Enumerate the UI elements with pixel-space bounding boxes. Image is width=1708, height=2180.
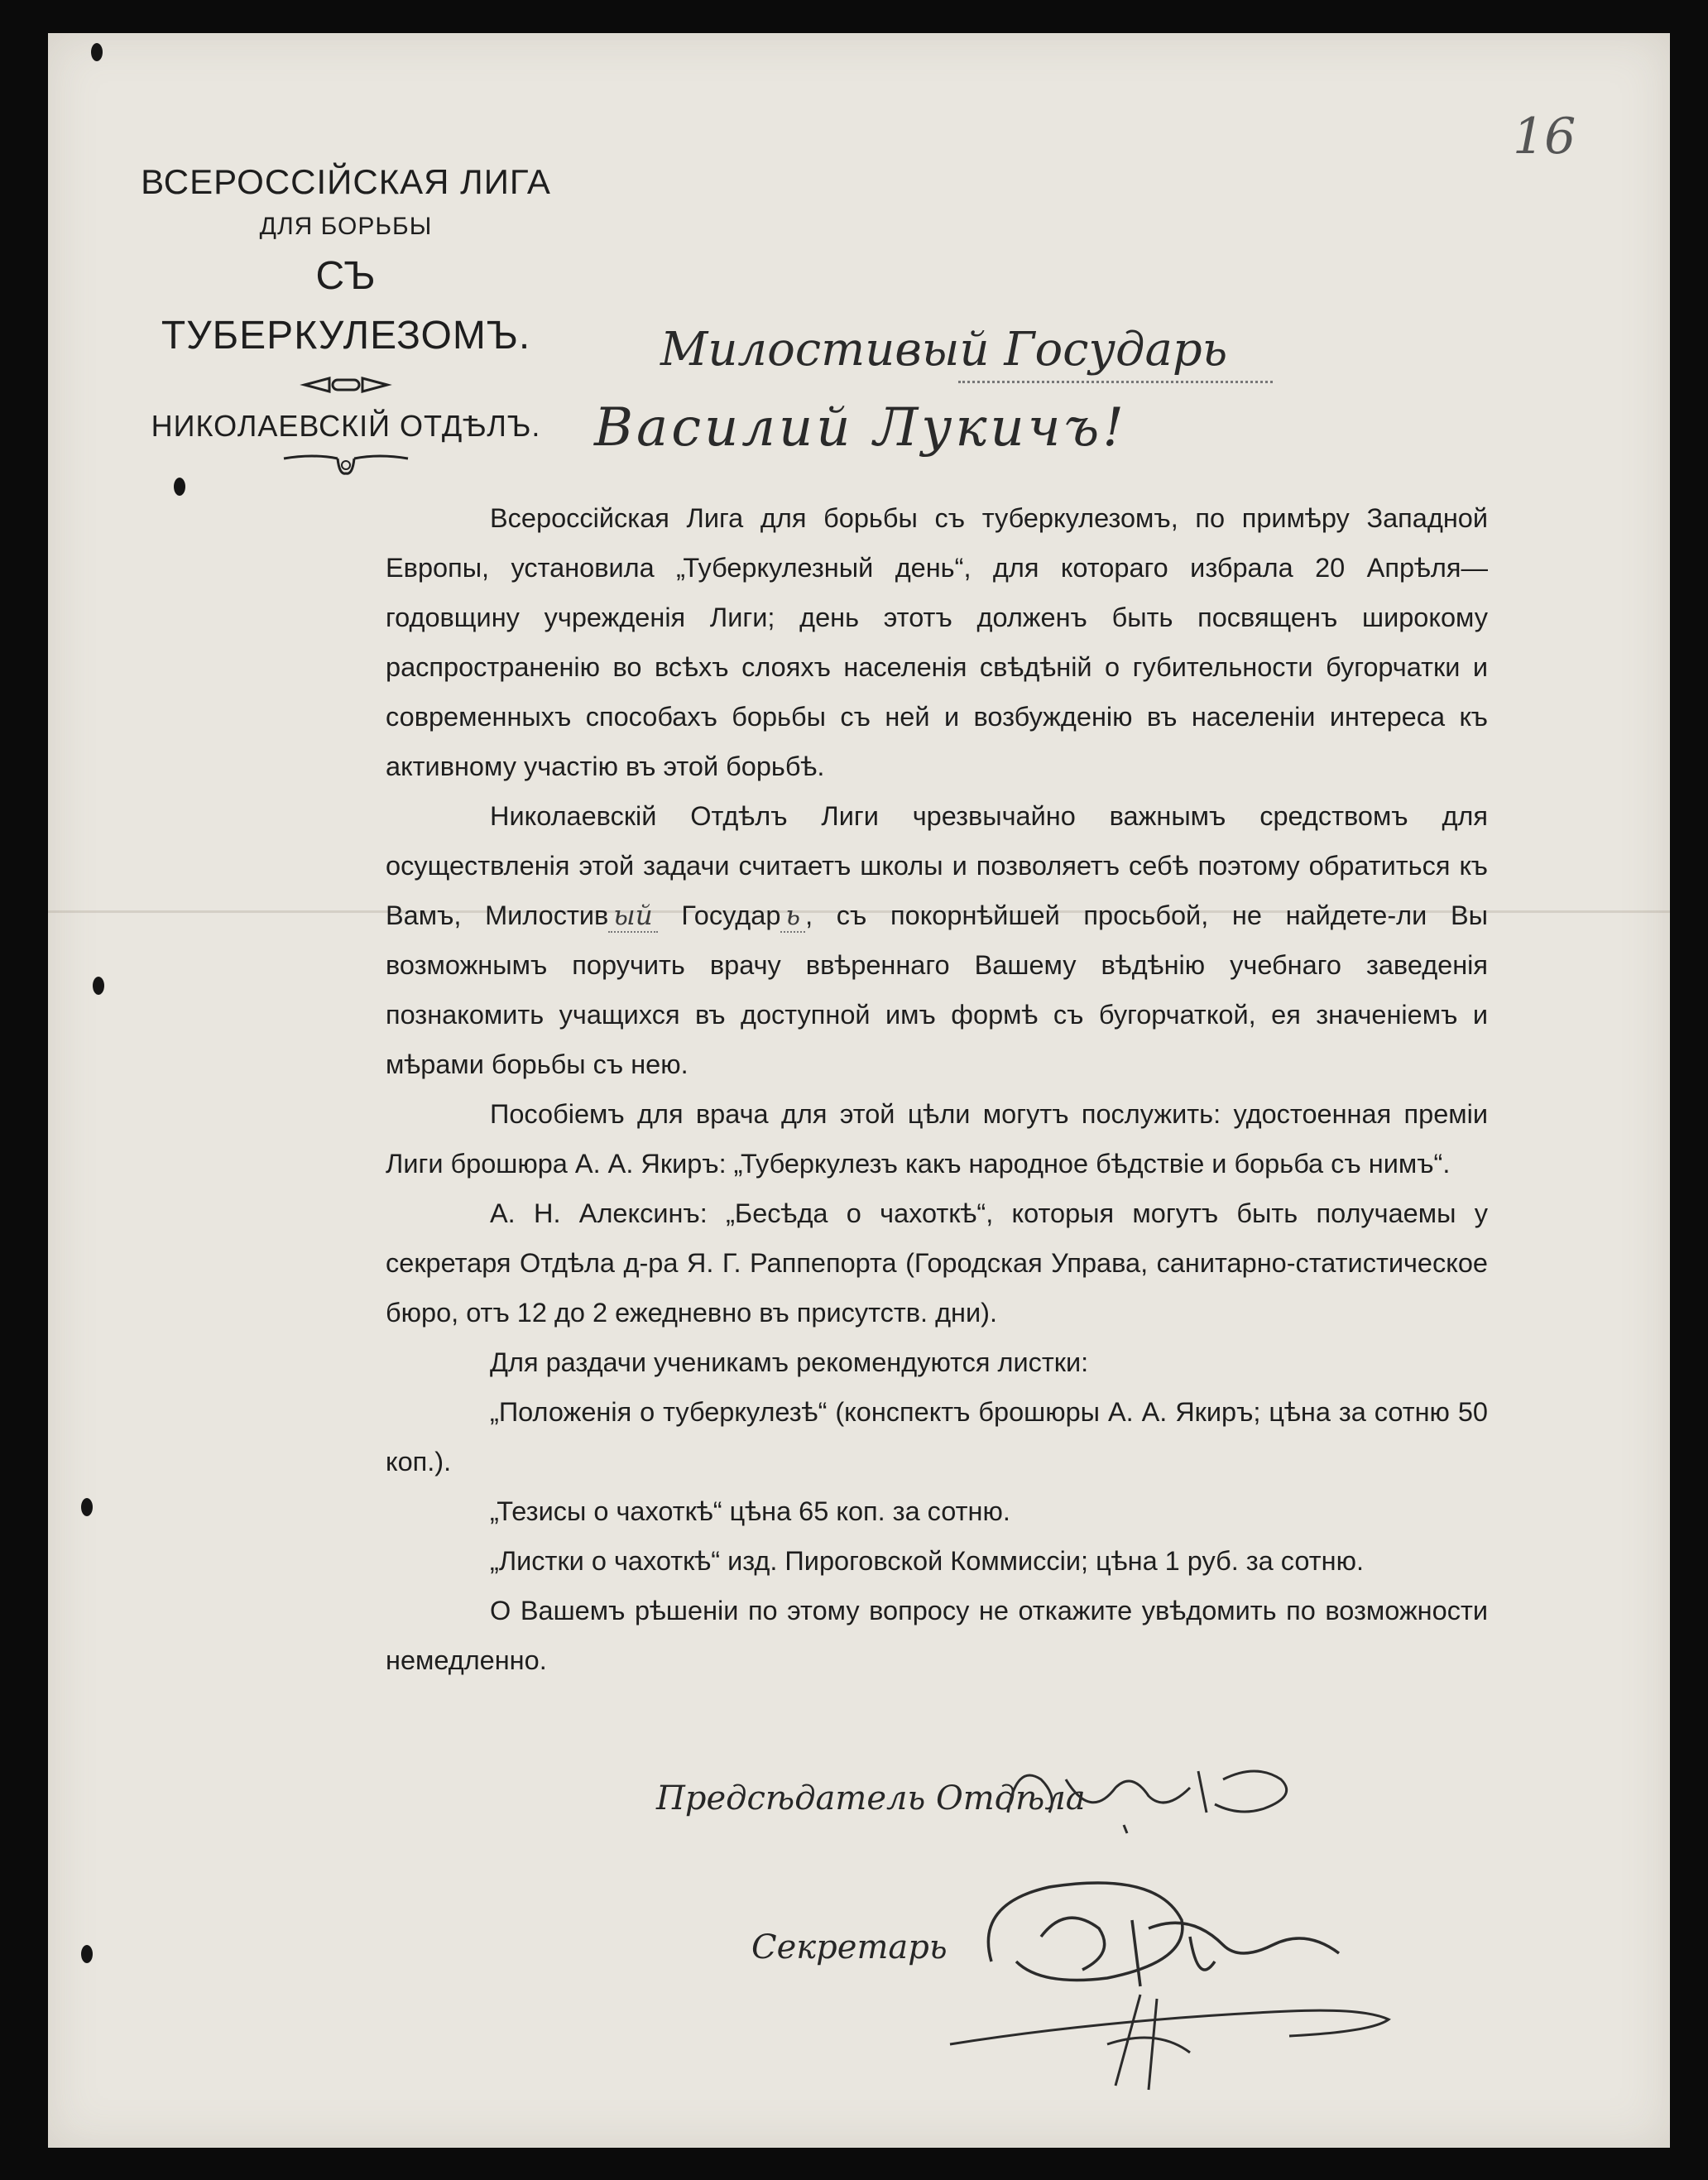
salutation-line-1: Милостивый Государь xyxy=(660,323,1228,377)
paragraph-2 xyxy=(386,791,1488,1089)
letter-sheet xyxy=(48,33,1670,2148)
ornament-flourish-icon xyxy=(280,449,412,482)
handwritten-fill-2: ь xyxy=(780,900,805,933)
salutation-dotted-line xyxy=(958,381,1273,383)
handwritten-fill-1: ый xyxy=(608,900,657,933)
letterhead-for: ДЛЯ БОРЬБЫ xyxy=(259,213,433,240)
letterhead-organization: ВСЕРОССІЙСКАЯ ЛИГА xyxy=(141,162,551,201)
paragraph-5: Для раздачи ученикамъ рекомендуются листки: xyxy=(490,1347,1089,1377)
letterhead xyxy=(139,157,553,486)
punch-mark xyxy=(91,43,103,61)
secretary-signature xyxy=(942,1854,1405,2102)
chairman-label: Предсѣдатель Отдѣла xyxy=(656,1779,1086,1817)
ornament-divider-icon xyxy=(296,366,396,404)
salutation-line-2: Василий Лукичъ! xyxy=(594,397,1127,459)
paragraph-3: Пособіемъ для врача для этой цѣли могутъ послужить: удостоенная преміи Лиги брошюра А. А. Якиръ: „Туберкулезъ какъ народное бѣдствіе и борьба съ нимъ“. xyxy=(386,1099,1488,1179)
paragraph-9: О Вашемъ рѣшеніи по этому вопросу не откажите увѣдомить по возможности немедленно. xyxy=(386,1596,1488,1675)
paragraph-7: „Тезисы о чахоткѣ“ цѣна 65 коп. за сотню. xyxy=(490,1496,1010,1526)
paragraph-2-part-1: Николаевскій Отдѣлъ Лиги чрезвычайно важнымъ средствомъ для осуществленія этой задачи считаетъ школы и позволяетъ себѣ поэтому обратиться къ Вамъ, Милостив xyxy=(386,801,1488,930)
letterhead-department: НИКОЛАЕВСКІЙ ОТДѢЛЪ. xyxy=(151,409,541,443)
paragraph-2-part-3: , съ покорнѣйшей просьбой, не найдете-ли Вы возможнымъ поручить врачу ввѣреннаго Вашему вѣдѣнію учебнаго заведенія познакомить учащихся въ доступной имъ формѣ съ бугорчаткой, ея значеніемъ и мѣрами борьбы съ нею. xyxy=(386,900,1488,1079)
punch-mark xyxy=(81,1945,93,1963)
paragraph-4: А. Н. Алексинъ: „Бесѣда о чахоткѣ“, которыя могутъ быть получаемы у секретаря Отдѣла д-ра Я. Г. Раппепорта (Городская Управа, санитарно-статистическое бюро, отъ 12 до 2 ежедневно въ присутств. дни). xyxy=(386,1198,1488,1328)
paragraph-2-part-2: Государ xyxy=(657,900,781,930)
letter-body xyxy=(386,493,1488,1685)
paragraph-6: „Положенія о туберкулезѣ“ (конспектъ брошюры А. А. Якиръ; цѣна за сотню 50 коп.). xyxy=(386,1397,1488,1477)
paragraph-1: Всероссійская Лига для борьбы съ туберкулезомъ, по примѣру Западной Европы, установила „Туберкулезный день“, для котораго избрала 20 Апрѣля—годовщину учрежденія Лиги; день этотъ долженъ быть посвященъ широкому распространенію во всѣхъ слояхъ населенія свѣдѣній о губительности бугорчатки и современныхъ способахъ борьбы съ ней и возбужденію въ населеніи интереса къ активному участію въ этой борьбѣ. xyxy=(386,503,1488,781)
secretary-label: Секретарь xyxy=(751,1928,948,1966)
letterhead-tuberculosis: СЪ ТУБЕРКУЛЕЗОМЪ. xyxy=(161,254,531,358)
page-number: 16 xyxy=(1513,108,1576,166)
punch-mark xyxy=(81,1498,93,1516)
punch-mark xyxy=(174,478,185,496)
punch-mark xyxy=(93,977,104,995)
chairman-signature xyxy=(991,1746,1306,1837)
paragraph-8: „Листки о чахоткѣ“ изд. Пироговской Коммиссіи; цѣна 1 руб. за сотню. xyxy=(490,1546,1364,1576)
